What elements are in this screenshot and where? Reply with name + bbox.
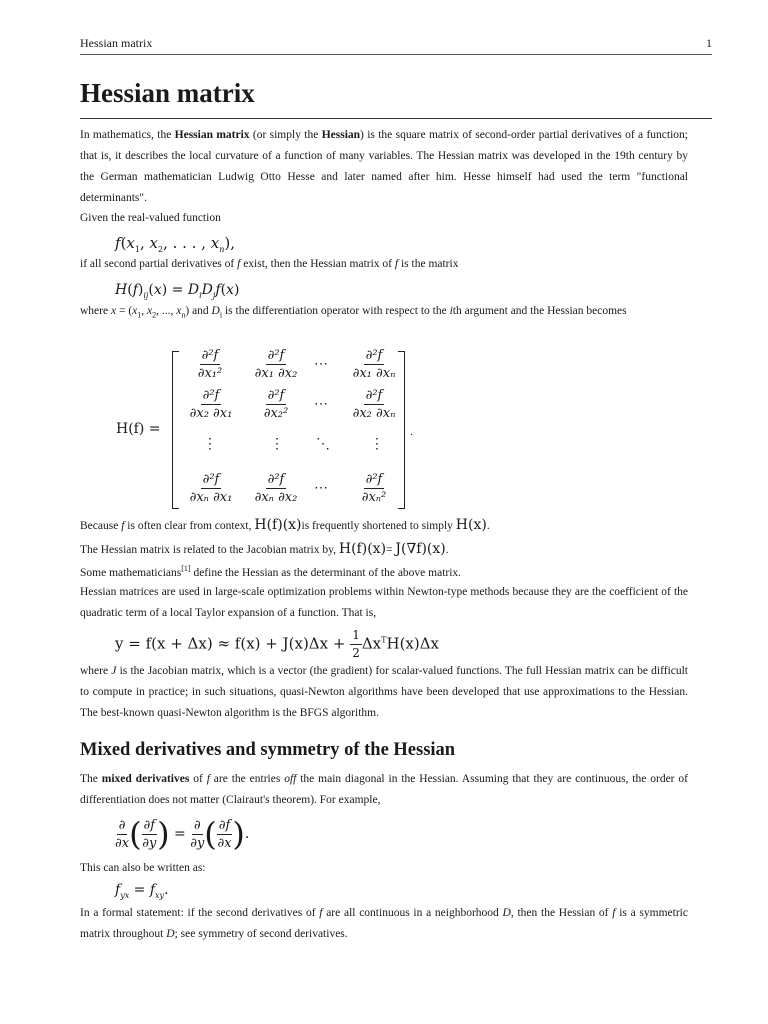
x-italic: x xyxy=(176,305,182,317)
running-header xyxy=(80,36,712,55)
subscript: yx xyxy=(120,890,130,900)
hessian-definition-formula: $H(f)_{ij}(x) = D_iD_jf(x)$ xyxy=(115,282,240,300)
paren: ), xyxy=(224,234,236,252)
intro-text-1: In mathematics, the xyxy=(80,129,175,141)
off-italic: off xyxy=(284,773,297,785)
fyx-formula xyxy=(115,882,169,900)
text: ; see symmetry of second derivatives. xyxy=(174,928,348,940)
text: . xyxy=(445,544,449,556)
text: where xyxy=(80,665,112,677)
matrix-period: . xyxy=(410,424,413,438)
denominator: ∂x₁ ∂xₙ xyxy=(352,366,396,381)
taylor-formula xyxy=(115,628,439,661)
text: The xyxy=(80,773,102,785)
hdots: ⋯ xyxy=(314,356,328,372)
x-symbol: x xyxy=(226,282,234,298)
matrix-cell-n-2 xyxy=(245,472,307,505)
numerator: ∂²f xyxy=(267,472,285,487)
taylor-lhs: y = f(x + Δx) ≈ f(x) + J(x)Δx + xyxy=(115,634,351,653)
hessian-term: Hessian xyxy=(321,129,361,141)
f-symbol: f xyxy=(215,282,221,298)
text: . xyxy=(486,520,490,532)
denominator: ∂xₙ² xyxy=(361,490,387,505)
text: exist, then the Hessian matrix of xyxy=(240,258,395,270)
text: if all second partial derivatives of xyxy=(80,258,238,270)
x-symbol: x xyxy=(210,234,220,252)
x-italic: x xyxy=(132,305,138,317)
numerator: ∂f xyxy=(218,817,231,833)
text: is often clear from context, xyxy=(124,520,255,532)
denominator: ∂x₂ ∂xₙ xyxy=(352,406,396,421)
matrix-cell-1-n xyxy=(343,348,405,381)
denominator: ∂xₙ ∂x₂ xyxy=(254,490,298,505)
text: the main diagonal in the Hessian. Assuming that they are continuous, the order of differentiation does not matter (Clairaut's theorem). For example, xyxy=(80,773,688,806)
denominator: ∂xₙ ∂x₁ xyxy=(189,490,233,505)
denominator: ∂y xyxy=(190,835,205,851)
text: , ..., xyxy=(156,305,177,317)
where-differentiation-text xyxy=(80,301,688,325)
period: . xyxy=(244,826,250,842)
title-divider xyxy=(80,118,712,119)
numerator: ∂ xyxy=(118,817,126,833)
subscript: 1 xyxy=(134,245,140,254)
denominator: ∂x xyxy=(115,835,130,851)
vdots: ⋮ xyxy=(270,436,284,452)
f-italic: f xyxy=(121,520,125,532)
hx-formula: H(x) xyxy=(455,517,487,533)
numerator: ∂²f xyxy=(267,388,285,403)
text: Some mathematicians xyxy=(80,566,182,579)
x-symbol: x xyxy=(126,234,135,252)
j-italic: J xyxy=(111,665,117,677)
intro-text-2: (or simply the xyxy=(249,129,322,141)
left-bracket xyxy=(172,351,179,509)
hdots: ⋯ xyxy=(314,396,328,412)
hessian-matrix-term: Hessian matrix xyxy=(174,129,250,141)
numerator: ∂²f xyxy=(365,472,383,487)
text: = xyxy=(386,544,396,556)
subscript: xy xyxy=(155,890,165,900)
function-formula xyxy=(115,234,235,254)
equals: = xyxy=(174,826,186,842)
matrix-cell-n-n xyxy=(349,472,399,505)
matrix-cell-2-n xyxy=(343,388,405,421)
d-italic: D xyxy=(166,928,175,940)
reference-link[interactable]: [1] xyxy=(181,564,191,573)
also-written-text: This can also be written as: xyxy=(80,862,206,874)
text: The Hessian matrix is related to the Jacobian matrix by, xyxy=(80,544,339,556)
d-italic: D xyxy=(211,305,220,317)
subscript: n xyxy=(181,310,186,320)
text: is a symmetric matrix throughout xyxy=(80,907,688,940)
denominator: ∂x₂ ∂x₁ xyxy=(189,406,233,421)
numerator: ∂²f xyxy=(201,348,219,363)
denominator: ∂x₁² xyxy=(197,366,223,381)
taylor-dx: Δx xyxy=(361,634,382,653)
f-symbol: f xyxy=(132,282,138,298)
d-symbol: D xyxy=(187,282,200,298)
numerator: ∂²f xyxy=(267,348,285,363)
i-italic: i xyxy=(449,305,453,317)
numerator: ∂²f xyxy=(202,472,220,487)
subscript: 2 xyxy=(158,245,164,254)
matrix-lhs: H(f) = xyxy=(116,421,161,437)
matrix-cell-2-2 xyxy=(251,388,301,421)
where-jacobian-paragraph xyxy=(80,661,688,724)
x-symbol: x xyxy=(149,234,158,252)
given-text: Given the real-valued function xyxy=(80,212,221,224)
text: , xyxy=(141,305,148,317)
text: , then the Hessian of xyxy=(510,907,613,919)
f-symbol: f xyxy=(115,882,121,898)
hfx-formula: H(f)(x) xyxy=(338,541,387,557)
if-all-text xyxy=(80,254,688,275)
f-italic: f xyxy=(394,258,399,270)
text: th argument and the Hessian becomes xyxy=(452,305,627,317)
equals: = xyxy=(129,882,150,898)
matrix-cell-1-2 xyxy=(245,348,307,381)
vdots: ⋮ xyxy=(203,436,217,452)
paren: ( xyxy=(120,234,127,252)
section-heading-mixed-derivatives: Mixed derivatives and symmetry of the Hessian xyxy=(80,740,456,760)
f-symbol: f xyxy=(149,882,156,898)
page-number: 1 xyxy=(706,36,712,50)
intro-text-3: ) is the square matrix of second-order partial derivatives of a function; that is, it describes the local curvature of a function of many variables. The Hessian matrix was developed in the 19th century by the German mathematician Ludwig Otto Hesse and later named after him. Hesse himself had used the term "functional determinants". xyxy=(80,129,688,204)
matrix-cell-n-1 xyxy=(180,472,242,505)
text: where xyxy=(80,305,111,317)
denominator: ∂x₁ ∂x₂ xyxy=(254,366,298,381)
subscript: n xyxy=(219,245,225,254)
ellipsis: , . . . , xyxy=(163,234,211,252)
subscript: 1 xyxy=(137,310,142,320)
equals: = xyxy=(167,282,188,298)
mixed-derivative-formula: $\frac{\partial}{\partial x}$ ( $\frac{\partial f}{\partial y}$ ) = $\frac{\partial}{\partial y}$ ( $\frac{\partial f}{\partial x}$ ). xyxy=(115,815,250,853)
x-italic: x xyxy=(110,305,117,317)
x-symbol: x xyxy=(153,282,162,298)
transpose: T xyxy=(381,635,387,645)
numerator: ∂²f xyxy=(365,348,383,363)
jacobian-grad-formula: J(∇f)(x) xyxy=(395,541,446,557)
f-italic: f xyxy=(206,773,210,785)
text: are the entries xyxy=(209,773,285,785)
vdots: ⋮ xyxy=(370,436,384,452)
subscript: i xyxy=(219,310,223,320)
text: ) and xyxy=(185,305,212,317)
period: . xyxy=(164,882,169,898)
mixed-derivatives-paragraph xyxy=(80,769,688,811)
subscript: j xyxy=(212,290,216,300)
text: is the Jacobian matrix, which is a vector (the gradient) for scalar-valued functions. The full Hessian matrix can be difficult to compute in practice; in such situations, quasi-Newton algorithms have been developed that use approximations to the Hessian. The best-known quasi-Newton algorithm is the BFGS algorithm. xyxy=(80,665,689,719)
f-italic: f xyxy=(237,258,241,270)
mixed-derivatives-term: mixed derivatives xyxy=(101,773,190,785)
comma: , xyxy=(139,234,150,252)
f-symbol: f xyxy=(115,234,121,252)
denominator: ∂y xyxy=(142,835,157,851)
matrix-cell-2-1 xyxy=(180,388,242,421)
text: = ( xyxy=(116,305,133,317)
numerator: ∂ xyxy=(193,817,201,833)
denominator: 2 xyxy=(352,646,360,660)
subscript: ij xyxy=(143,290,149,300)
x-italic: x xyxy=(147,305,153,317)
because-text xyxy=(80,515,688,537)
numerator: ∂f xyxy=(143,817,156,833)
hfx-formula: H(f)(x) xyxy=(254,517,302,533)
text: of xyxy=(189,773,207,785)
f-italic: f xyxy=(612,907,616,919)
text: are all continuous in a neighborhood xyxy=(322,907,503,919)
formal-statement-paragraph xyxy=(80,903,688,945)
page-title: Hessian matrix xyxy=(80,78,255,108)
d-italic: D xyxy=(502,907,511,919)
subscript: i xyxy=(199,290,202,300)
text: define the Hessian as the determinant of the above matrix. xyxy=(190,566,462,579)
matrix-cell-1-1 xyxy=(185,348,235,381)
denominator: ∂x₂² xyxy=(263,406,289,421)
optimization-paragraph: Hessian matrices are used in large-scale optimization problems within Newton-type methods because they are the coefficient of the quadratic term of a local Taylor expansion of a function. That is, xyxy=(80,586,688,619)
d-symbol: D xyxy=(201,282,213,298)
some-mathematicians-text xyxy=(80,558,688,584)
text: is frequently shortened to simply xyxy=(301,520,456,532)
numerator: ∂²f xyxy=(202,388,220,403)
denominator: ∂x xyxy=(217,835,232,851)
running-title: Hessian matrix xyxy=(80,36,153,50)
hdots: ⋯ xyxy=(314,480,328,496)
h-symbol: H xyxy=(115,282,128,298)
text: Because xyxy=(80,520,122,532)
subscript: 2 xyxy=(152,310,157,320)
text: is the matrix xyxy=(398,258,459,270)
intro-paragraph xyxy=(80,125,688,209)
numerator: 1 xyxy=(350,628,362,645)
taylor-end: H(x)Δx xyxy=(386,634,440,653)
f-italic: f xyxy=(319,907,323,919)
text: In a formal statement: if the second derivatives of xyxy=(80,907,320,919)
numerator: ∂²f xyxy=(365,388,383,403)
text: is the differentiation operator with respect to the xyxy=(222,305,450,317)
ddots: ⋱ xyxy=(316,436,330,452)
